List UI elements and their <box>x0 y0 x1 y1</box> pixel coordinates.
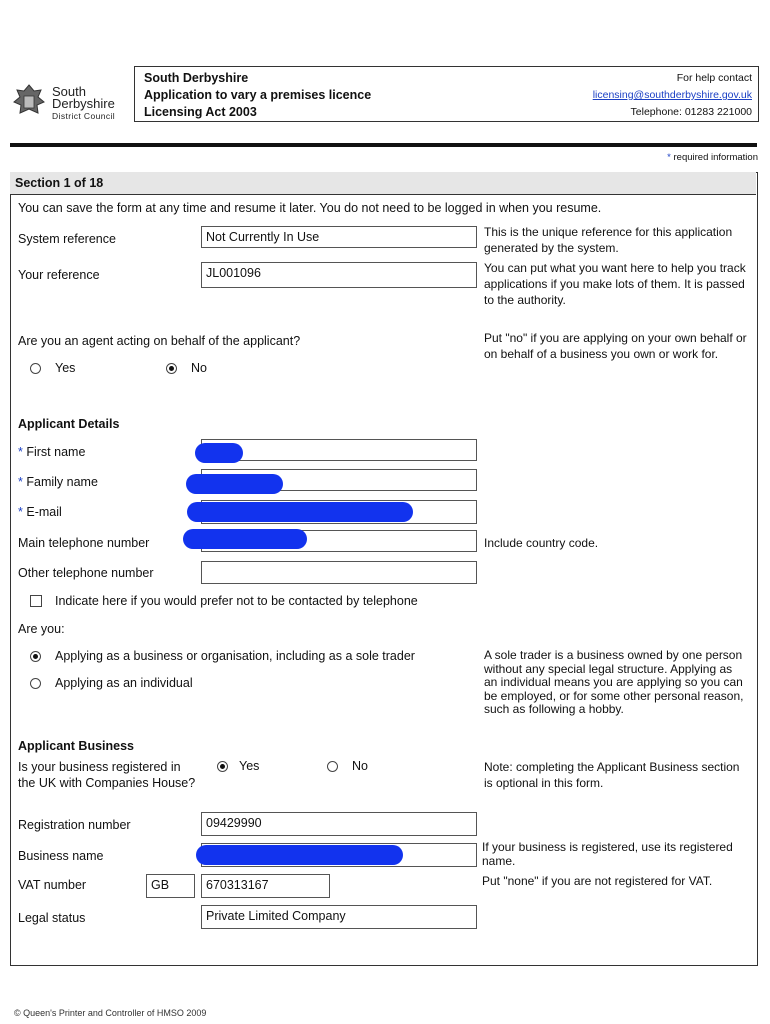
required-star: * <box>667 152 671 163</box>
companies-house-yes-radio[interactable] <box>217 761 228 772</box>
system-reference-field[interactable]: Not Currently In Use <box>201 226 477 248</box>
vat-number-field[interactable]: 670313167 <box>201 874 330 898</box>
companies-house-question: Is your business registered in the UK with Companies House? <box>18 760 196 790</box>
main-telephone-label: Main telephone number <box>18 536 150 550</box>
redaction-mark <box>187 502 413 522</box>
legal-status-label: Legal status <box>18 911 86 925</box>
applying-as-business-radio[interactable] <box>30 651 41 662</box>
agent-yes-radio[interactable] <box>30 363 41 374</box>
logo-line-3: District Council <box>52 111 116 121</box>
applying-as-individual-radio[interactable] <box>30 678 41 689</box>
applicant-business-note: Note: completing the Applicant Business section is optional in this form. <box>484 760 740 790</box>
main-telephone-help: Include country code. <box>484 536 599 550</box>
redaction-mark <box>196 845 403 865</box>
required-marker: * <box>18 505 23 519</box>
required-marker: * <box>18 445 23 459</box>
no-telephone-contact-label: Indicate here if you would prefer not to be contacted by telephone <box>55 594 418 608</box>
vat-help: Put "none" if you are not registered for VAT. <box>482 874 713 888</box>
sole-trader-help: A sole trader is a business owned by one person without any special legal structure. Applying as an individual means you are applying so you can be employed, or for some other personal reason, such as following a hobby. <box>484 648 744 716</box>
required-information-note <box>667 152 758 163</box>
first-name-label-text: First name <box>26 445 86 459</box>
other-telephone-field[interactable] <box>201 561 477 584</box>
companies-house-yes-label: Yes <box>239 759 260 773</box>
system-reference-label: System reference <box>18 232 116 246</box>
agent-yes-label: Yes <box>55 361 76 375</box>
council-logo <box>52 86 132 122</box>
section-header-bar <box>10 172 756 195</box>
header-divider <box>10 143 757 147</box>
help-contact-label: For help contact <box>676 72 752 84</box>
redaction-mark <box>186 474 283 494</box>
help-telephone: Telephone: 01283 221000 <box>630 106 752 118</box>
your-reference-help: You can put what you want here to help you track applications if you make lots of them. It is passed to the authority. <box>484 261 746 307</box>
business-name-help: If your business is registered, use its registered name. <box>482 840 733 868</box>
applicant-business-heading: Applicant Business <box>18 739 134 753</box>
registration-number-field[interactable]: 09429990 <box>201 812 477 836</box>
required-marker: * <box>18 475 23 489</box>
logo-line-2: Derbyshire <box>52 96 115 111</box>
your-reference-field[interactable]: JL001096 <box>201 262 477 288</box>
section-intro: You can save the form at any time and resume it later. You do not need to be logged in when you resume. <box>18 201 602 215</box>
companies-house-no-label: No <box>352 759 368 773</box>
required-note-text: required information <box>670 152 758 163</box>
agent-help: Put "no" if you are applying on your own behalf or on behalf of a business you own or work for. <box>484 331 747 361</box>
redaction-mark <box>183 529 307 549</box>
form-title <box>144 70 371 121</box>
registration-number-label: Registration number <box>18 818 131 832</box>
help-contact <box>593 70 752 121</box>
business-name-label: Business name <box>18 849 104 863</box>
title-line-3: Licensing Act 2003 <box>144 105 257 119</box>
no-telephone-contact-checkbox[interactable] <box>30 595 42 607</box>
family-name-label-text: Family name <box>26 475 98 489</box>
legal-status-field[interactable]: Private Limited Company <box>201 905 477 929</box>
vat-number-label: VAT number <box>18 878 87 892</box>
agent-no-label: No <box>191 361 207 375</box>
copyright-footer: © Queen's Printer and Controller of HMSO 2009 <box>14 1008 207 1018</box>
agent-no-radio[interactable] <box>166 363 177 374</box>
applying-as-individual-label: Applying as an individual <box>55 676 193 690</box>
applicant-details-heading: Applicant Details <box>18 417 120 431</box>
agent-question: Are you an agent acting on behalf of the applicant? <box>18 334 301 348</box>
title-line-1: South Derbyshire <box>144 71 249 85</box>
other-telephone-label: Other telephone number <box>18 566 154 580</box>
email-label <box>18 505 62 519</box>
section-title: Section 1 of 18 <box>15 176 104 190</box>
council-crest-icon <box>10 82 48 120</box>
title-line-2: Application to vary a premises licence <box>144 88 372 102</box>
email-label-text: E-mail <box>26 505 62 519</box>
logo-line-1: South <box>52 84 86 99</box>
family-name-label <box>18 475 98 489</box>
companies-house-no-radio[interactable] <box>327 761 338 772</box>
system-reference-help: This is the unique reference for this application generated by the system. <box>484 225 733 255</box>
applying-as-business-label: Applying as a business or organisation, including as a sole trader <box>55 649 415 663</box>
redaction-mark <box>195 443 243 463</box>
help-email-link[interactable]: licensing@southderbyshire.gov.uk <box>592 89 752 101</box>
first-name-label <box>18 445 85 459</box>
vat-prefix-field[interactable]: GB <box>146 874 195 898</box>
are-you-question: Are you: <box>18 622 65 636</box>
your-reference-label: Your reference <box>18 268 100 282</box>
